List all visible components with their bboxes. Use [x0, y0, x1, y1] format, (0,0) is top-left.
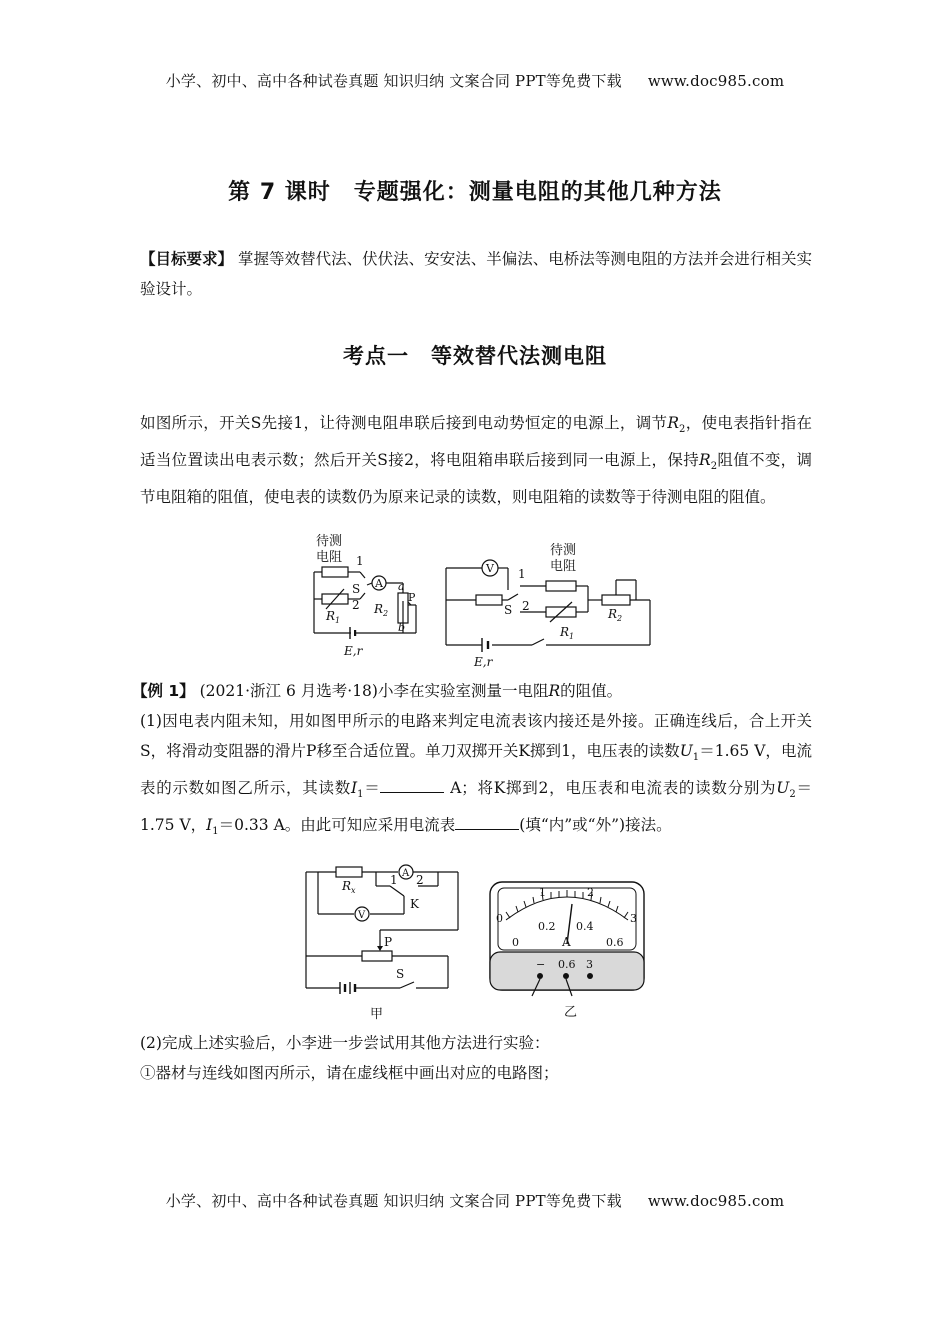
svg-text:a: a [398, 580, 405, 593]
svg-text:R1: $R_1$ [326, 609, 341, 625]
svg-text:A: A [562, 935, 571, 949]
svg-text:电阻: 电阻 [316, 550, 343, 565]
svg-text:2: 2 [522, 599, 530, 613]
header-url[interactable]: www.doc985.com [647, 72, 785, 90]
svg-text:P: P [408, 591, 416, 604]
svg-text:0: 0 [512, 936, 519, 949]
svg-text:2: 2 [416, 873, 424, 887]
example1-question1: (1)因电表内阻未知，用如图甲所示的电路来判定电流表该内接还是外接。正确连线后，合上开关S，将滑动变阻器的滑片P移至合适位置。单刀双掷开关K掷到1，电压表的读数$U_1=1.65$ V，电流表的示数如图乙所示，其读数$I_1= A$；将K掷到2，电压表和电流表的读数分别为$U_2=1.75$ V，$I_1=0.33$ A。由此可知应采用电流表 (填“内”或“外”)接法。 [140, 712, 812, 838]
svg-text:乙: 乙 [564, 1005, 578, 1020]
svg-text:S: S [504, 603, 513, 617]
svg-text:1: 1 [539, 886, 546, 899]
answer-blank-1[interactable] [380, 778, 444, 793]
svg-text:2: 2 [587, 886, 594, 899]
example-label: 【例 1】 [132, 682, 195, 700]
svg-text:Rx: $R_x$ [342, 879, 356, 895]
svg-text:S: S [352, 582, 361, 596]
svg-text:E,r: E,r [344, 644, 363, 658]
footer-url[interactable]: www.doc985.com [647, 1192, 785, 1210]
svg-text:0.6: 0.6 [558, 958, 576, 971]
svg-text:V: V [358, 910, 366, 921]
page-footer [0, 1190, 950, 1211]
svg-text:A: A [375, 577, 383, 590]
ammeter-dial-yi [488, 880, 648, 1040]
svg-text:0.2: 0.2 [538, 920, 556, 933]
svg-text:1: 1 [518, 567, 526, 581]
svg-text:A: A [402, 868, 410, 879]
svg-text:−: − [536, 958, 546, 971]
svg-text:2: 2 [352, 598, 360, 612]
svg-text:0.6: 0.6 [606, 936, 624, 949]
goal-paragraph [140, 244, 812, 304]
circuit-figure-right [442, 540, 662, 680]
page-title: 第 7 课时 专题强化：测量电阻的其他几种方法 [228, 180, 722, 205]
goal-text: 掌握等效替代法、伏伏法、安安法、半偏法、电桥法等测电阻的方法并会进行相关实验设计。 [140, 250, 812, 298]
svg-text:R2: $R_2$ [374, 602, 389, 618]
svg-text:R2: $R_2$ [608, 607, 623, 623]
svg-text:E,r: E,r [474, 655, 493, 669]
svg-text:3: 3 [630, 912, 637, 925]
svg-text:电阻: 电阻 [550, 559, 577, 574]
svg-text:待测: 待测 [316, 534, 343, 549]
circuit-figure-left [308, 535, 428, 665]
page-header [0, 70, 950, 91]
svg-text:0: 0 [496, 912, 503, 925]
answer-blank-2[interactable] [455, 815, 519, 830]
svg-text:K: K [410, 897, 419, 911]
goal-label: 【目标要求】 [140, 250, 234, 268]
example1-heading: 【例 1】 (2021·浙江 6 月选考·18)小李在实验室测量一电阻R的阻值。 [132, 682, 623, 700]
svg-text:R1: $R_1$ [560, 625, 575, 641]
section-title: 考点一 等效替代法测电阻 [343, 344, 607, 368]
intro-paragraph: 如图所示，开关S先接1，让待测电阻串联后接到电动势恒定的电源上，调节$R_2$，使电表指针指在适当位置读出电表示数；然后开关S接2，将电阻箱串联后接到同一电源上，保持$R_2$阻值不变，调节电阻箱的阻值，使电表的读数仍为原来记录的读数，则电阻箱的读数等于待测电阻的阻值。 [140, 414, 812, 507]
circuit-figure-jia [300, 862, 460, 1022]
svg-text:甲: 甲 [370, 1007, 384, 1022]
svg-text:3: 3 [586, 958, 593, 971]
svg-text:V: V [486, 562, 494, 575]
svg-text:1: 1 [356, 554, 364, 568]
svg-text:待测: 待测 [550, 543, 577, 558]
svg-text:b: b [398, 621, 406, 634]
svg-text:1: 1 [390, 873, 398, 887]
svg-text:P: P [384, 935, 393, 949]
svg-text:S: S [396, 967, 405, 981]
svg-text:0.4: 0.4 [576, 920, 594, 933]
header-text: 小学、初中、高中各种试卷真题 知识归纳 文案合同 PPT等免费下载 [165, 72, 622, 90]
footer-text: 小学、初中、高中各种试卷真题 知识归纳 文案合同 PPT等免费下载 [165, 1192, 622, 1210]
example1-question2: (2)完成上述实验后，小李进一步尝试用其他方法进行实验： ①器材与连线如图丙所示，请在虚线框中画出对应的电路图； [140, 1034, 559, 1082]
